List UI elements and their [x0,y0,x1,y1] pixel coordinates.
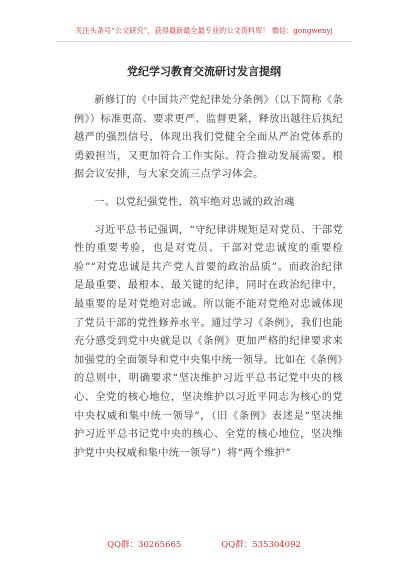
header-notice: 关注头条号“公文研究”，获得最新最全最专业的公文资料库！ 微信：gongwenyj [75,26,333,35]
qq-group-1: QQ群：30265665 [107,540,182,550]
section-paragraph: 习近平总书记强调，“守纪律讲规矩是对党员、干部党性的重要考验，也是对党员、干部对党忠诚度的重要检验”“对党忠诚是共产党人首要的政治品质”。而政治纪律是最重要、最根本、最关键的纪律，同时在政治纪律中，最重要的是对党绝对忠诚。所以能不能对党绝对忠诚体现了党员干部的党性修养水平。通过学习《条例》，我们也能充分感受到党中央就是以《条例》更加严格的纪律要求来加强党的全面领导和党中央集中统一领导。比如在《条例》的总则中，明确要求“坚决维护习近平总书记党中央的核心、全党的核心地位，坚决维护以习近平同志为核心的党中央权威和集中统一领导”，（旧《条例》表述是“坚决维护习近平总书记党中央的核心、全党的核心地位，坚决维护党中央权威和集中统一领导”）将“两个维护” [74,224,343,459]
footer-contact [0,538,408,550]
qq-group-2: QQ群：535304092 [221,540,301,550]
document-title: 党纪学习教育交流研讨发言提纲 [127,65,281,78]
section-heading: 一、以党纪强党性，筑牢绝对忠诚的政治魂 [94,196,295,208]
intro-paragraph: 新修订的《中国共产党纪律处分条例》（以下简称《条例》）标准更高、要求更严、监督更紧，释放出越往后执纪越严的强烈信号，体现出我们党健全全面从严治党体系的勇毅担当，又更加符合工作实际、符合推动发展需要。根据会议安排，与大家交流三点学习体会。 [74,95,343,181]
header-divider [56,41,352,42]
document-body [74,92,343,463]
